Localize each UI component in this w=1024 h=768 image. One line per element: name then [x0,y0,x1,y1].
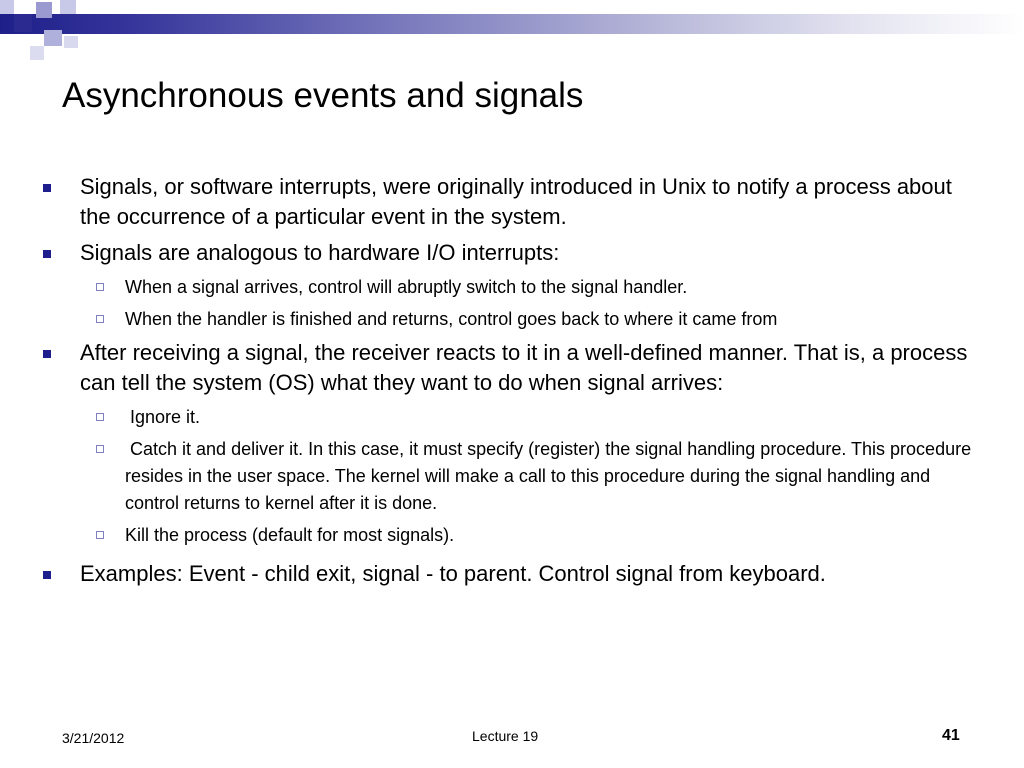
sub-bullet-item [40,274,980,301]
bullet-item [40,559,980,589]
bullet-text: When a signal arrives, control will abruptly switch to the signal handler. [125,277,688,297]
bullet-list [40,172,980,595]
decor-square [64,36,78,48]
bullet-text: Ignore it. [125,407,201,427]
bullet-text: Signals are analogous to hardware I/O interrupts: [80,240,560,265]
hollow-square-bullet-icon [96,531,104,539]
bullet-text: Catch it and deliver it. In this case, it must specify (register) the signal handling procedure. This procedure resides in the user space. The kernel will make a call to this procedure during the signal handling and control returns to kernel after it is done. [125,439,977,513]
bullet-text: After receiving a signal, the receiver reacts to it in a well-defined manner. That is, a process can tell the system (OS) what they want to do when signal arrives: [80,340,974,395]
decor-square [30,46,44,60]
bullet-item [40,238,980,268]
decor-square [14,14,32,32]
decor-square [0,0,14,14]
page-number: 41 [942,727,960,744]
square-bullet-icon [43,350,51,358]
bullet-text: Signals, or software interrupts, were originally introduced in Unix to notify a process about the occurrence of a particular event in the system. [80,174,959,229]
sub-bullet-item [40,404,980,431]
sub-bullet-item [40,522,980,549]
top-gradient-band [0,14,1024,34]
footer-date: 3/21/2012 [62,730,125,746]
square-bullet-icon [43,184,51,192]
sub-bullet-item [40,436,980,517]
bullet-text: Kill the process (default for most signals). [125,525,455,545]
decor-square [36,2,52,18]
bullet-text: When the handler is finished and returns, control goes back to where it came from [125,309,778,329]
hollow-square-bullet-icon [96,315,104,323]
sub-bullet-item [40,306,980,333]
hollow-square-bullet-icon [96,283,104,291]
bullet-text: Examples: Event - child exit, signal - to parent. Control signal from keyboard. [80,561,826,586]
decor-square [60,0,76,14]
slide-title: Asynchronous events and signals [62,76,584,115]
square-bullet-icon [43,250,51,258]
hollow-square-bullet-icon [96,445,104,453]
decor-square [44,30,62,46]
square-bullet-icon [43,571,51,579]
bullet-item [40,338,980,398]
bullet-item [40,172,980,232]
footer-lecture: Lecture 19 [472,728,539,744]
hollow-square-bullet-icon [96,413,104,421]
